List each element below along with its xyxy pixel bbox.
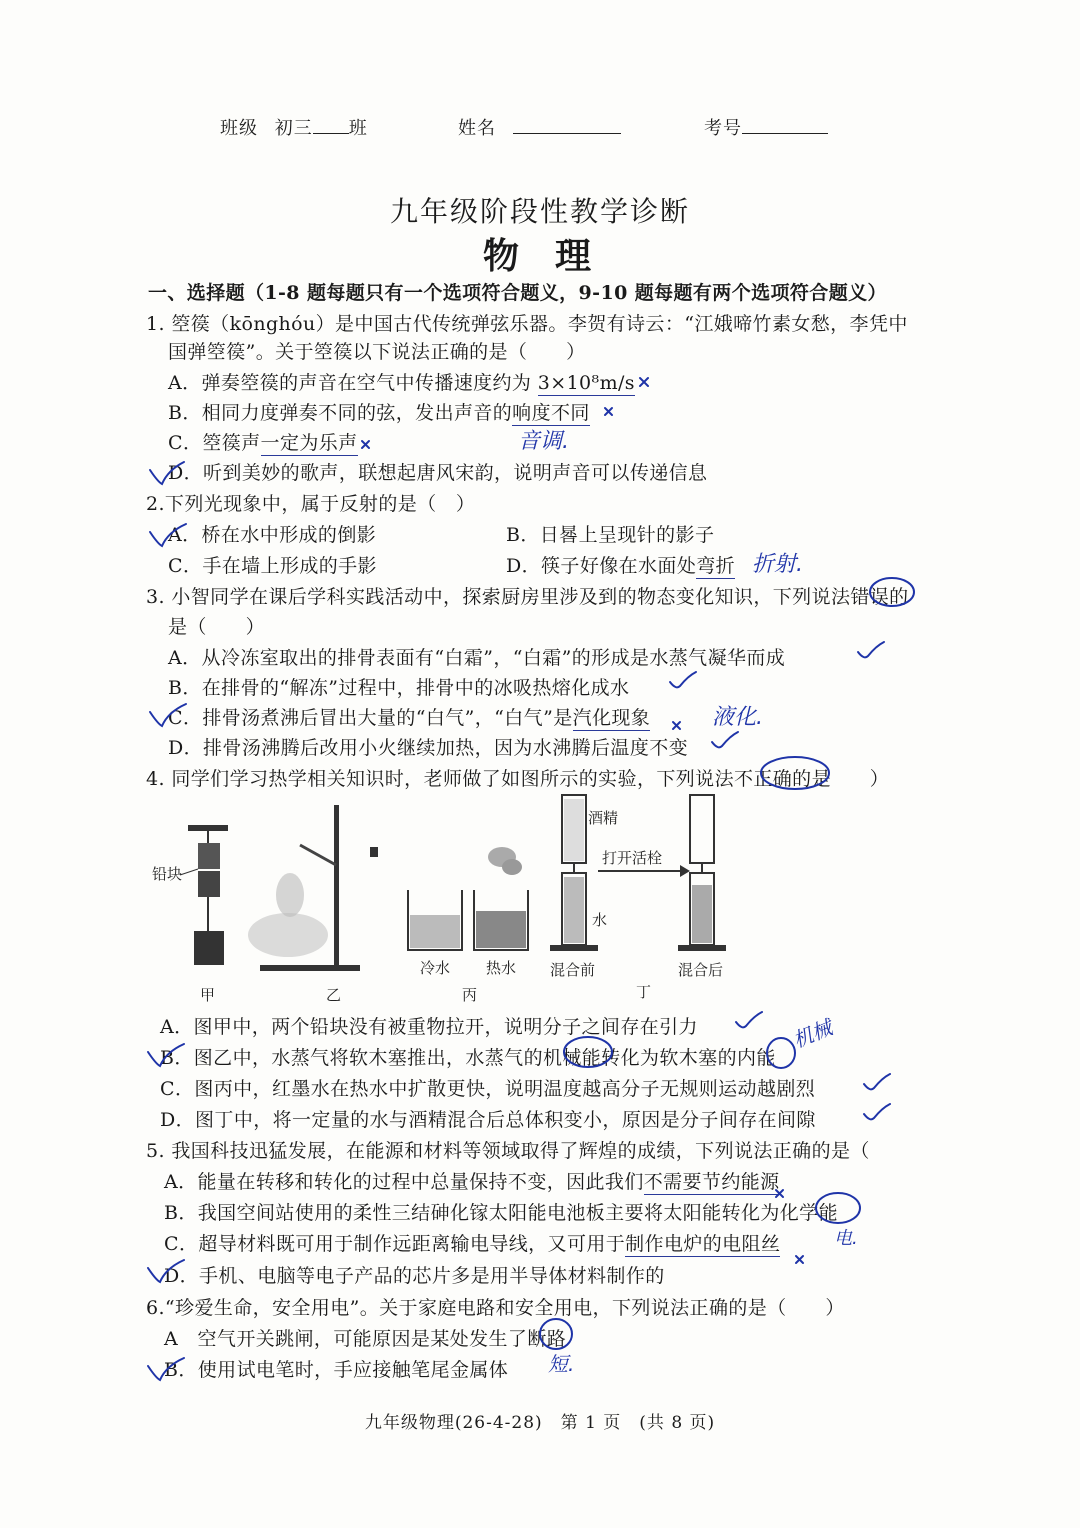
q5-option-a: A．能量在转移和转化的过程中总量保持不变，因此我们不需要节约能源 [164, 1171, 780, 1193]
check-mark-icon [712, 732, 738, 747]
check-mark-icon [864, 1104, 890, 1119]
section-heading: 一、选择题（1-8 题每题只有一个选项符合题义，9-10 题每题有两个选项符合题义） [148, 282, 887, 304]
q4-option-b: B．图乙中，水蒸气将软木塞推出，水蒸气的机械能转化为软木塞的内能 [160, 1047, 776, 1069]
cross-mark-icon [362, 441, 369, 448]
q4-option-c: C．图丙中，红墨水在热水中扩散更快，说明温度越高分子无规则运动越剧烈 [160, 1078, 816, 1100]
q3-option-d: D．排骨汤沸腾后改用小火继续加热，因为水沸腾后温度不变 [168, 737, 689, 759]
exam-number-field: 考号 [704, 114, 828, 140]
q3-stem-line1: 3. 小智同学在课后学科实践活动中，探索厨房里涉及到的物态变化知识，下列说法错误的 [146, 586, 909, 608]
q6-stem: 6.“珍爱生命，安全用电”。关于家庭电路和安全用电，下列说法正确的是（ ） [146, 1297, 845, 1319]
q5-handwritten-note: 电. [834, 1228, 858, 1249]
q2-option-c: C．手在墙上形成的手影 [168, 555, 377, 577]
q4-handwritten-note: 机械 [789, 1015, 836, 1053]
check-mark-icon [670, 672, 696, 687]
figure-caption-jia: 甲 [200, 986, 216, 1004]
subject-title: 物理 [482, 235, 627, 277]
cross-mark-icon [673, 722, 680, 729]
q2-handwritten-note: 折射. [752, 552, 803, 577]
q2-option-a: A．桥在水中形成的倒影 [168, 524, 377, 546]
figure-alcohol-label: 酒精 [588, 809, 619, 827]
q4-stem: 4. 同学们学习热学相关知识时，老师做了如图所示的实验，下列说法不正确的是 ） [146, 768, 890, 790]
q4-option-a: A．图甲中，两个铅块没有被重物拉开，说明分子之间存在引力 [160, 1016, 698, 1038]
figure-open-valve-label: 打开活栓 [602, 849, 663, 867]
figure-ding-mixing-tubes [550, 795, 726, 1001]
q1-stem-line2: 国弹箜篌”。关于箜篌以下说法正确的是（ ） [168, 341, 586, 363]
figure-hot-water-label: 热水 [486, 959, 517, 977]
q5-stem: 5. 我国科技迅猛发展，在能源和材料等领域取得了辉煌的成绩，下列说法正确的是（ [146, 1140, 870, 1162]
q1-option-d: D．听到美妙的歌声，联想起唐风宋韵，说明声音可以传递信息 [168, 462, 708, 484]
q6-option-a: A 空气开关跳闸，可能原因是某处发生了断路 [164, 1328, 567, 1350]
q1-option-a: A．弹奏箜篌的声音在空气中传播速度约为 3×10⁸m/s [168, 372, 635, 394]
q2-option-b: B．日晷上呈现针的影子 [506, 524, 715, 546]
figure-after-mix-label: 混合后 [678, 961, 724, 979]
page-footer: 九年级物理(26-4-28) 第 1 页 (共 8 页) [364, 1413, 716, 1433]
q5-option-d: D．手机、电脑等电子产品的芯片多是用半导体材料制作的 [164, 1265, 665, 1287]
name-blank[interactable] [513, 117, 621, 134]
figure-water-label: 水 [592, 911, 608, 929]
cross-mark-icon [640, 378, 648, 386]
q6-handwritten-note: 短. [548, 1352, 575, 1376]
q1-option-c: C．箜篌声一定为乐声 [168, 432, 358, 454]
name-field: 姓名 [458, 114, 621, 140]
q1-option-b: B．相同力度弹奏不同的弦，发出声音的响度不同 [168, 402, 590, 424]
check-mark-icon [864, 1074, 890, 1089]
q3-handwritten-note: 液化. [712, 705, 763, 730]
figure-jia-lead-blocks [152, 825, 228, 1004]
q2-stem: 2.下列光现象中，属于反射的是（ ） [146, 493, 476, 515]
q4-experiment-figure [150, 785, 930, 1005]
figure-caption-yi: 乙 [326, 986, 342, 1004]
figure-caption-bing: 丙 [462, 986, 478, 1004]
check-mark-icon [858, 642, 884, 657]
q5-option-b: B．我国空间站使用的柔性三结砷化镓太阳能电池板主要将太阳能转化为化学能 [164, 1202, 838, 1224]
q1-stem-line1: 1. 箜篌（kōnghóu）是中国古代传统弹弦乐器。李贺有诗云：“江娥啼竹素女愁，李凭中 [146, 313, 908, 335]
exam-number-blank[interactable] [742, 117, 828, 134]
figure-before-mix-label: 混合前 [550, 961, 596, 979]
check-mark-icon [736, 1012, 762, 1027]
figure-caption-ding: 丁 [636, 983, 652, 1001]
class-field: 班级 初三 班 [220, 118, 368, 139]
q2-option-d: D．筷子好像在水面处弯折 [506, 555, 736, 577]
q3-option-c: C．排骨汤煮沸后冒出大量的“白气”，“白气”是汽化现象 [168, 707, 651, 729]
cross-mark-icon [796, 1256, 803, 1263]
cross-mark-icon [605, 408, 612, 415]
q3-stem-line2: 是（ ） [168, 616, 266, 638]
q1-handwritten-note: 音调. [518, 429, 569, 454]
q3-option-b: B．在排骨的“解冻”过程中，排骨中的冰吸热熔化成水 [168, 677, 630, 699]
q3-option-a: A．从冷冻室取出的排骨表面有“白霜”，“白霜”的形成是水蒸气凝华而成 [168, 647, 786, 669]
figure-yi-steam-tube [248, 805, 378, 1004]
figure-cold-water-label: 冷水 [420, 959, 451, 977]
exam-title: 九年级阶段性教学诊断 [389, 195, 690, 228]
q4-option-d: D．图丁中，将一定量的水与酒精混合后总体积变小，原因是分子间存在间隙 [160, 1109, 816, 1131]
q5-option-c: C．超导材料既可用于制作远距离输电导线，又可用于制作电炉的电阻丝 [164, 1233, 781, 1255]
class-blank[interactable] [313, 117, 349, 134]
q6-option-b: B．使用试电笔时，手应接触笔尾金属体 [164, 1359, 509, 1381]
figure-bing-beakers [408, 847, 528, 1004]
figure-lead-label: 铅块 [152, 865, 183, 883]
